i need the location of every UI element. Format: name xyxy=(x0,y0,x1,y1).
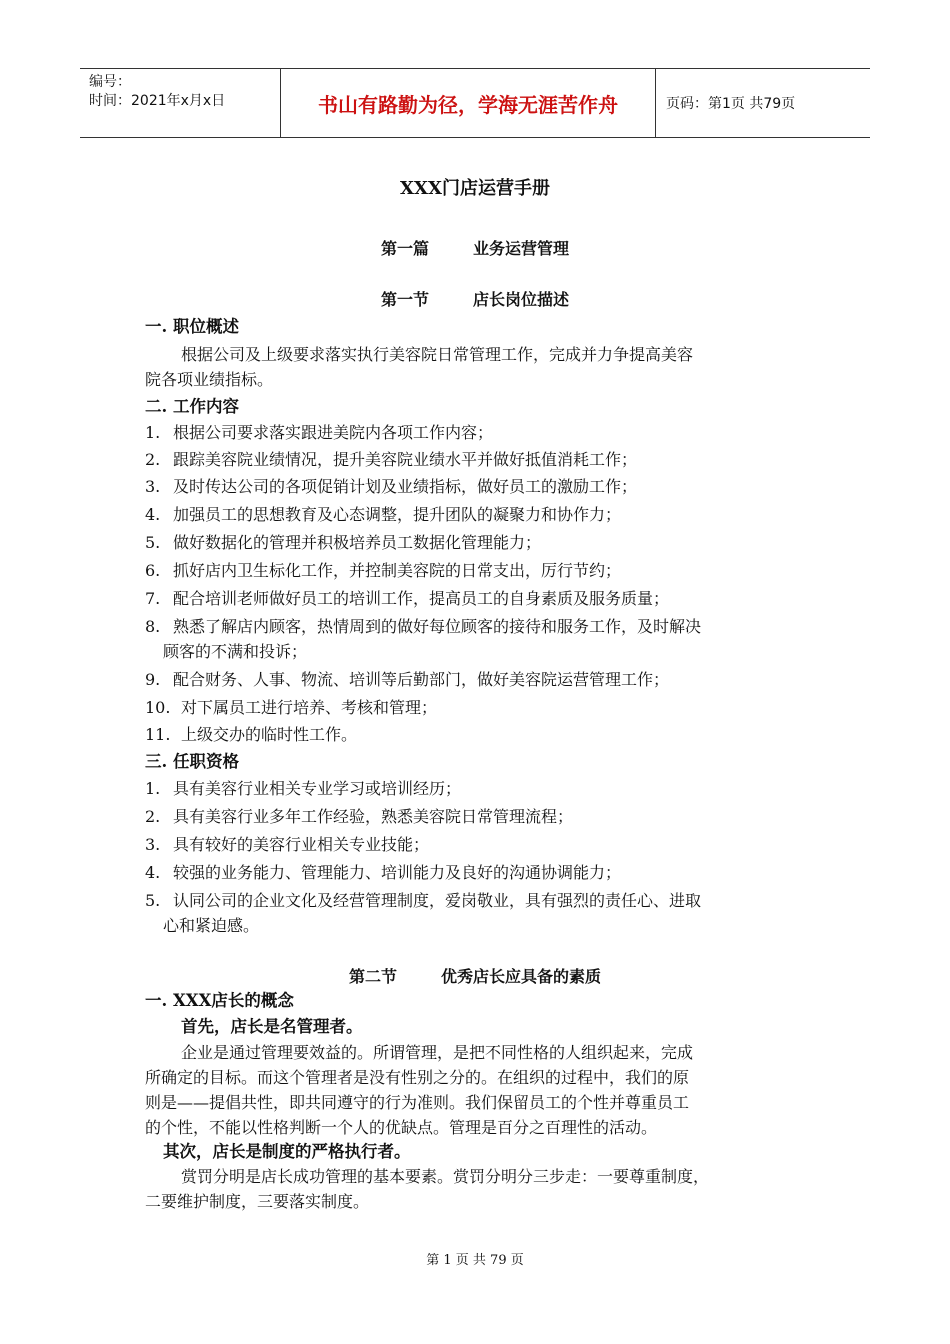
part-title: 业务运营管理 xyxy=(473,239,570,258)
list-item-number: 5. xyxy=(145,891,161,910)
list-item-number: 11. xyxy=(145,725,171,744)
list-item xyxy=(145,530,815,555)
manager-para-line-2: 所确定的目标。而这个管理者是没有性别之分的。在组织的过程中，我们的原 xyxy=(145,1068,690,1087)
list-item-text: 对下属员工进行培养、考核和管理； xyxy=(181,698,438,717)
list-item-number: 3. xyxy=(145,477,161,496)
list-item-text: 上级交办的临时性工作。 xyxy=(181,725,358,744)
list-item-text: 具有较好的美容行业相关专业技能； xyxy=(173,835,430,854)
list-item-text: 具有美容行业相关专业学习或培训经历； xyxy=(173,779,462,798)
heading-duties: 二. 工作内容 xyxy=(145,397,239,416)
list-item xyxy=(145,888,815,913)
list-item-number: 3. xyxy=(145,835,161,854)
date-label: 时间：2021年x月x日 xyxy=(89,93,226,109)
list-item xyxy=(145,614,815,639)
section2-title: 优秀店长应具备的素质 xyxy=(441,967,602,986)
list-item-number: 5. xyxy=(145,533,161,552)
list-item xyxy=(145,667,815,692)
list-item xyxy=(145,586,815,611)
section1-title: 店长岗位描述 xyxy=(473,290,570,309)
header-motto: 书山有路勤为径，学海无涯苦作舟 xyxy=(280,69,656,137)
list-item-number: 9. xyxy=(145,670,161,689)
manager-para-line-4: 的个性，不能以性格判断一个人的优缺点。管理是百分之百理性的活动。 xyxy=(145,1118,658,1137)
list-item-number: 4. xyxy=(145,505,161,524)
list-item-number: 7. xyxy=(145,589,161,608)
enforcer-para-line-2: 二要维护制度，三要落实制度。 xyxy=(145,1192,370,1211)
section1-label: 第一节 xyxy=(380,290,429,309)
list-item-number: 8. xyxy=(145,617,161,636)
list-item xyxy=(145,776,815,801)
list-item-text: 具有美容行业多年工作经验，熟悉美容院日常管理流程； xyxy=(173,807,574,826)
list-item xyxy=(145,913,815,938)
part-heading xyxy=(0,236,950,259)
list-item-text: 较强的业务能力、管理能力、培训能力及良好的沟通协调能力； xyxy=(173,863,622,882)
list-item-text: 认同公司的企业文化及经营管理制度，爱岗敬业，具有强烈的责任心、进取 xyxy=(173,891,702,910)
list-item-text: 配合培训老师做好员工的培训工作，提高员工的自身素质及服务质量； xyxy=(173,589,670,608)
list-item-text: 顾客的不满和投诉； xyxy=(163,642,308,661)
list-item-number: 1. xyxy=(145,779,161,798)
section2-label: 第二节 xyxy=(348,967,397,986)
subheading-rule-enforcer: 其次，店长是制度的严格执行者。 xyxy=(163,1142,411,1161)
list-item-number: 2. xyxy=(145,450,161,469)
heading-qualifications: 三. 任职资格 xyxy=(145,752,239,771)
subheading-manager: 首先，店长是名管理者。 xyxy=(181,1017,363,1036)
list-item-text: 抓好店内卫生标化工作，并控制美容院的日常支出，厉行节约； xyxy=(173,561,622,580)
list-item xyxy=(145,474,815,499)
list-item-number: 10. xyxy=(145,698,171,717)
list-item xyxy=(145,558,815,583)
list-item xyxy=(145,722,815,747)
overview-line-1: 根据公司及上级要求落实执行美容院日常管理工作，完成并力争提高美容 xyxy=(181,345,694,364)
page-header xyxy=(80,68,870,138)
page-footer: 第 1 页 共 79 页 xyxy=(426,1253,524,1268)
list-item xyxy=(145,447,815,472)
list-item-text: 根据公司要求落实跟进美院内各项工作内容； xyxy=(173,423,494,442)
list-item-text: 熟悉了解店内顾客，热情周到的做好每位顾客的接待和服务工作，及时解决 xyxy=(173,617,702,636)
list-item xyxy=(145,860,815,885)
section1-heading xyxy=(0,287,950,310)
part-label: 第一篇 xyxy=(380,239,429,258)
list-item xyxy=(145,804,815,829)
list-item-number: 2. xyxy=(145,807,161,826)
list-item-number: 6. xyxy=(145,561,161,580)
enforcer-para-line-1: 赏罚分明是店长成功管理的基本要素。赏罚分明分三步走：一要尊重制度， xyxy=(181,1167,710,1186)
list-item xyxy=(145,420,815,445)
list-item-number: 1. xyxy=(145,423,161,442)
header-meta xyxy=(80,69,280,137)
list-item xyxy=(145,832,815,857)
document-title: XXX门店运营手册 xyxy=(400,178,550,199)
header-page-info: 页码：第1页 共79页 xyxy=(666,96,796,112)
list-item-text: 及时传达公司的各项促销计划及业绩指标，做好员工的激励工作； xyxy=(173,477,638,496)
manager-para-line-3: 则是——提倡共性，即共同遵守的行为准则。我们保留员工的个性并尊重员工 xyxy=(145,1093,690,1112)
list-item-text: 加强员工的思想教育及心态调整，提升团队的凝聚力和协作力； xyxy=(173,505,622,524)
list-item-text: 做好数据化的管理并积极培养员工数据化管理能力； xyxy=(173,533,542,552)
heading-job-overview: 一. 职位概述 xyxy=(145,317,239,336)
serial-label: 编号： xyxy=(89,74,131,90)
section2-heading xyxy=(0,964,950,987)
list-item-text: 跟踪美容院业绩情况，提升美容院业绩水平并做好抵值消耗工作； xyxy=(173,450,638,469)
heading-manager-concept: 一. XXX店长的概念 xyxy=(145,991,294,1010)
list-item-text: 配合财务、人事、物流、培训等后勤部门，做好美容院运营管理工作； xyxy=(173,670,670,689)
list-item-text: 心和紧迫感。 xyxy=(163,916,260,935)
list-item xyxy=(145,502,815,527)
overview-line-2: 院各项业绩指标。 xyxy=(145,370,274,389)
manager-para-line-1: 企业是通过管理要效益的。所谓管理，是把不同性格的人组织起来，完成 xyxy=(181,1043,694,1062)
list-item xyxy=(145,695,815,720)
list-item-number: 4. xyxy=(145,863,161,882)
list-item xyxy=(145,639,815,664)
